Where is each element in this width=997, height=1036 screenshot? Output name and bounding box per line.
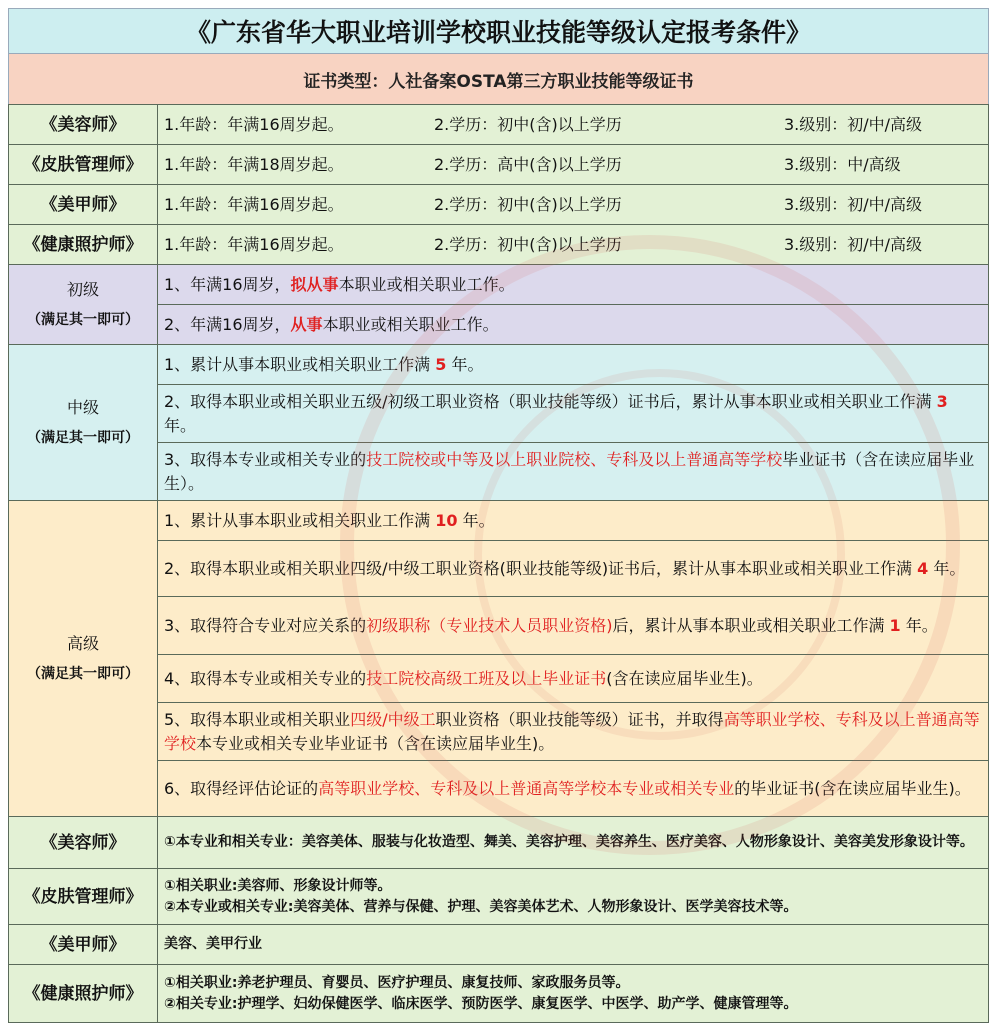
condition-item: 5、取得本职业或相关职业四级/中级工职业资格（职业技能等级）证书，并取得高等职业学校、专科及以上普通高等学校本专业或相关专业毕业证书（含在读应届毕业生)。 <box>158 703 989 761</box>
occupation-name: 《皮肤管理师》 <box>9 145 158 185</box>
level-requirement: 3.级别：中/高级 <box>784 154 901 174</box>
primary-level-row <box>9 265 989 305</box>
condition-item: 1、年满16周岁，拟从事本职业或相关职业工作。 <box>158 265 989 305</box>
major-description: 美容、美甲行业 <box>158 925 989 965</box>
primary-level-label: 初级 （满足其一即可） <box>9 265 158 345</box>
requirement-row <box>9 145 989 185</box>
condition-item: 3、取得本专业或相关专业的技工院校或中等及以上职业院校、专科及以上普通高等学校毕业证书（含在读应届毕业生）。 <box>158 443 989 501</box>
major-description: ①本专业和相关专业：美容美体、服装与化妆造型、舞美、美容护理、美容养生、医疗美容、人物形象设计、美容美发形象设计等。 <box>158 817 989 869</box>
occupation-name: 《皮肤管理师》 <box>9 869 158 925</box>
age-requirement: 1.年龄：年满16周岁起。 <box>164 114 344 134</box>
major-row <box>9 869 989 925</box>
age-requirement: 1.年龄：年满16周岁起。 <box>164 194 344 214</box>
intermediate-level-label: 中级 （满足其一即可） <box>9 345 158 501</box>
major-description: ①相关职业:美容师、形象设计师等。 ②本专业或相关专业:美容美体、营养与保健、护理、美容美体艺术、人物形象设计、医学美容技术等。 <box>158 869 989 925</box>
condition-item: 4、取得本专业或相关专业的技工院校高级工班及以上毕业证书(含在读应届毕业生)。 <box>158 655 989 703</box>
major-row <box>9 817 989 869</box>
condition-item: 2、年满16周岁，从事本职业或相关职业工作。 <box>158 305 989 345</box>
age-requirement: 1.年龄：年满16周岁起。 <box>164 234 344 254</box>
occupation-name: 《美容师》 <box>9 817 158 869</box>
condition-item: 2、取得本职业或相关职业四级/中级工职业资格(职业技能等级)证书后，累计从事本职业或相关职业工作满 4 年。 <box>158 541 989 597</box>
level-note: （满足其一即可） <box>27 311 139 328</box>
condition-item: 1、累计从事本职业或相关职业工作满 10 年。 <box>158 501 989 541</box>
advanced-level-row <box>9 501 989 541</box>
occupation-name: 《健康照护师》 <box>9 965 158 1023</box>
condition-item: 2、取得本职业或相关职业五级/初级工职业资格（职业技能等级）证书后，累计从事本职业或相关职业工作满 3 年。 <box>158 385 989 443</box>
level-note: （满足其一即可） <box>27 429 139 446</box>
page-title: 《广东省华大职业培训学校职业技能等级认定报考条件》 <box>8 8 989 54</box>
level-requirement: 3.级别：初/中/高级 <box>784 194 923 214</box>
requirement-row <box>9 225 989 265</box>
requirement-row <box>9 185 989 225</box>
requirement-row <box>9 105 989 145</box>
certificate-type: 证书类型：人社备案OSTA第三方职业技能等级证书 <box>8 54 989 104</box>
education-requirement: 2.学历：高中(含)以上学历 <box>434 154 622 174</box>
major-description: ①相关职业:养老护理员、育婴员、医疗护理员、康复技师、家政服务员等。 ②相关专业:护理学、妇幼保健医学、临床医学、预防医学、康复医学、中医学、助产学、健康管理等。 <box>158 965 989 1023</box>
condition-item: 3、取得符合专业对应关系的初级职称（专业技术人员职业资格)后，累计从事本职业或相关职业工作满 1 年。 <box>158 597 989 655</box>
advanced-level-label: 高级 （满足其一即可） <box>9 501 158 817</box>
occupation-name: 《美甲师》 <box>9 185 158 225</box>
major-row <box>9 965 989 1023</box>
condition-item: 6、取得经评估论证的高等职业学校、专科及以上普通高等学校本专业或相关专业的毕业证书(含在读应届毕业生)。 <box>158 761 989 817</box>
major-row <box>9 925 989 965</box>
level-requirement: 3.级别：初/中/高级 <box>784 234 923 254</box>
intermediate-level-row <box>9 345 989 385</box>
education-requirement: 2.学历：初中(含)以上学历 <box>434 194 622 214</box>
condition-item: 1、累计从事本职业或相关职业工作满 5 年。 <box>158 345 989 385</box>
occupation-name: 《健康照护师》 <box>9 225 158 265</box>
conditions-table <box>8 104 989 1023</box>
level-note: （满足其一即可） <box>27 665 139 682</box>
occupation-name: 《美甲师》 <box>9 925 158 965</box>
education-requirement: 2.学历：初中(含)以上学历 <box>434 114 622 134</box>
level-requirement: 3.级别：初/中/高级 <box>784 114 923 134</box>
education-requirement: 2.学历：初中(含)以上学历 <box>434 234 622 254</box>
occupation-name: 《美容师》 <box>9 105 158 145</box>
age-requirement: 1.年龄：年满18周岁起。 <box>164 154 344 174</box>
